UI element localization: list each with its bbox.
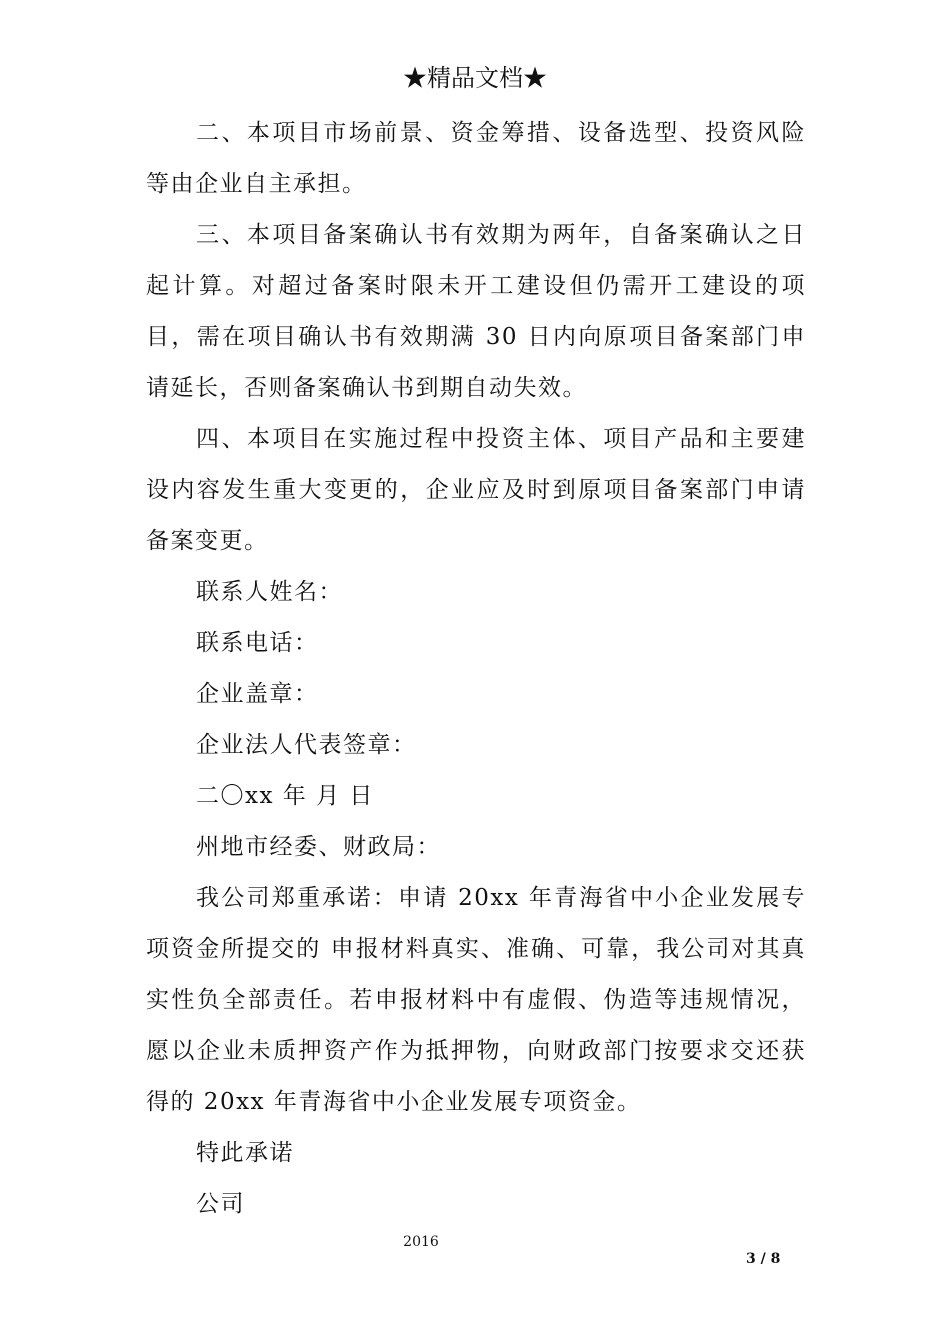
document-body [146,108,806,1230]
document-header: ★精品文档★ [403,64,547,92]
paragraph-market-risk: 二、本项目市场前景、资金筹措、设备选型、投资风险等由企业自主承担。 [146,120,806,197]
company-line: 公司 [196,1191,245,1217]
addressee-line: 州地市经委、财政局： [196,834,441,860]
paragraph-commitment: 我公司郑重承诺：申请 20xx 年青海省中小企业发展专项资金所提交的 申报材料真实、准确、可靠，我公司对其真实性负全部责任。若申报材料中有虚假、伪造等违规情况，愿以企业未质押资产作为抵押物，向财政部门按要求交还获得的 20xx 年青海省中小企业发展专项资金。 [146,885,806,1115]
contact-name-line: 联系人姓名： [196,579,343,605]
page-number: 3 / 8 [746,1251,781,1267]
footer-year: 2016 [403,1234,439,1250]
date-line: 二〇xx 年 月 日 [196,783,374,809]
legal-representative-signature-line: 企业法人代表签章： [196,732,417,758]
hereby-commit-line: 特此承诺 [196,1140,294,1166]
paragraph-validity-period: 三、本项目备案确认书有效期为两年，自备案确认之日起计算。对超过备案时限未开工建设但仍需开工建设的项目，需在项目确认书有效期满 30 日内向原项目备案部门申请延长，否则备案确认书到期自动失效。 [146,222,806,401]
contact-phone-line: 联系电话： [196,630,319,656]
paragraph-major-change: 四、本项目在实施过程中投资主体、项目产品和主要建设内容发生重大变更的，企业应及时到原项目备案部门申请备案变更。 [146,426,806,554]
company-seal-line: 企业盖章： [196,681,319,707]
